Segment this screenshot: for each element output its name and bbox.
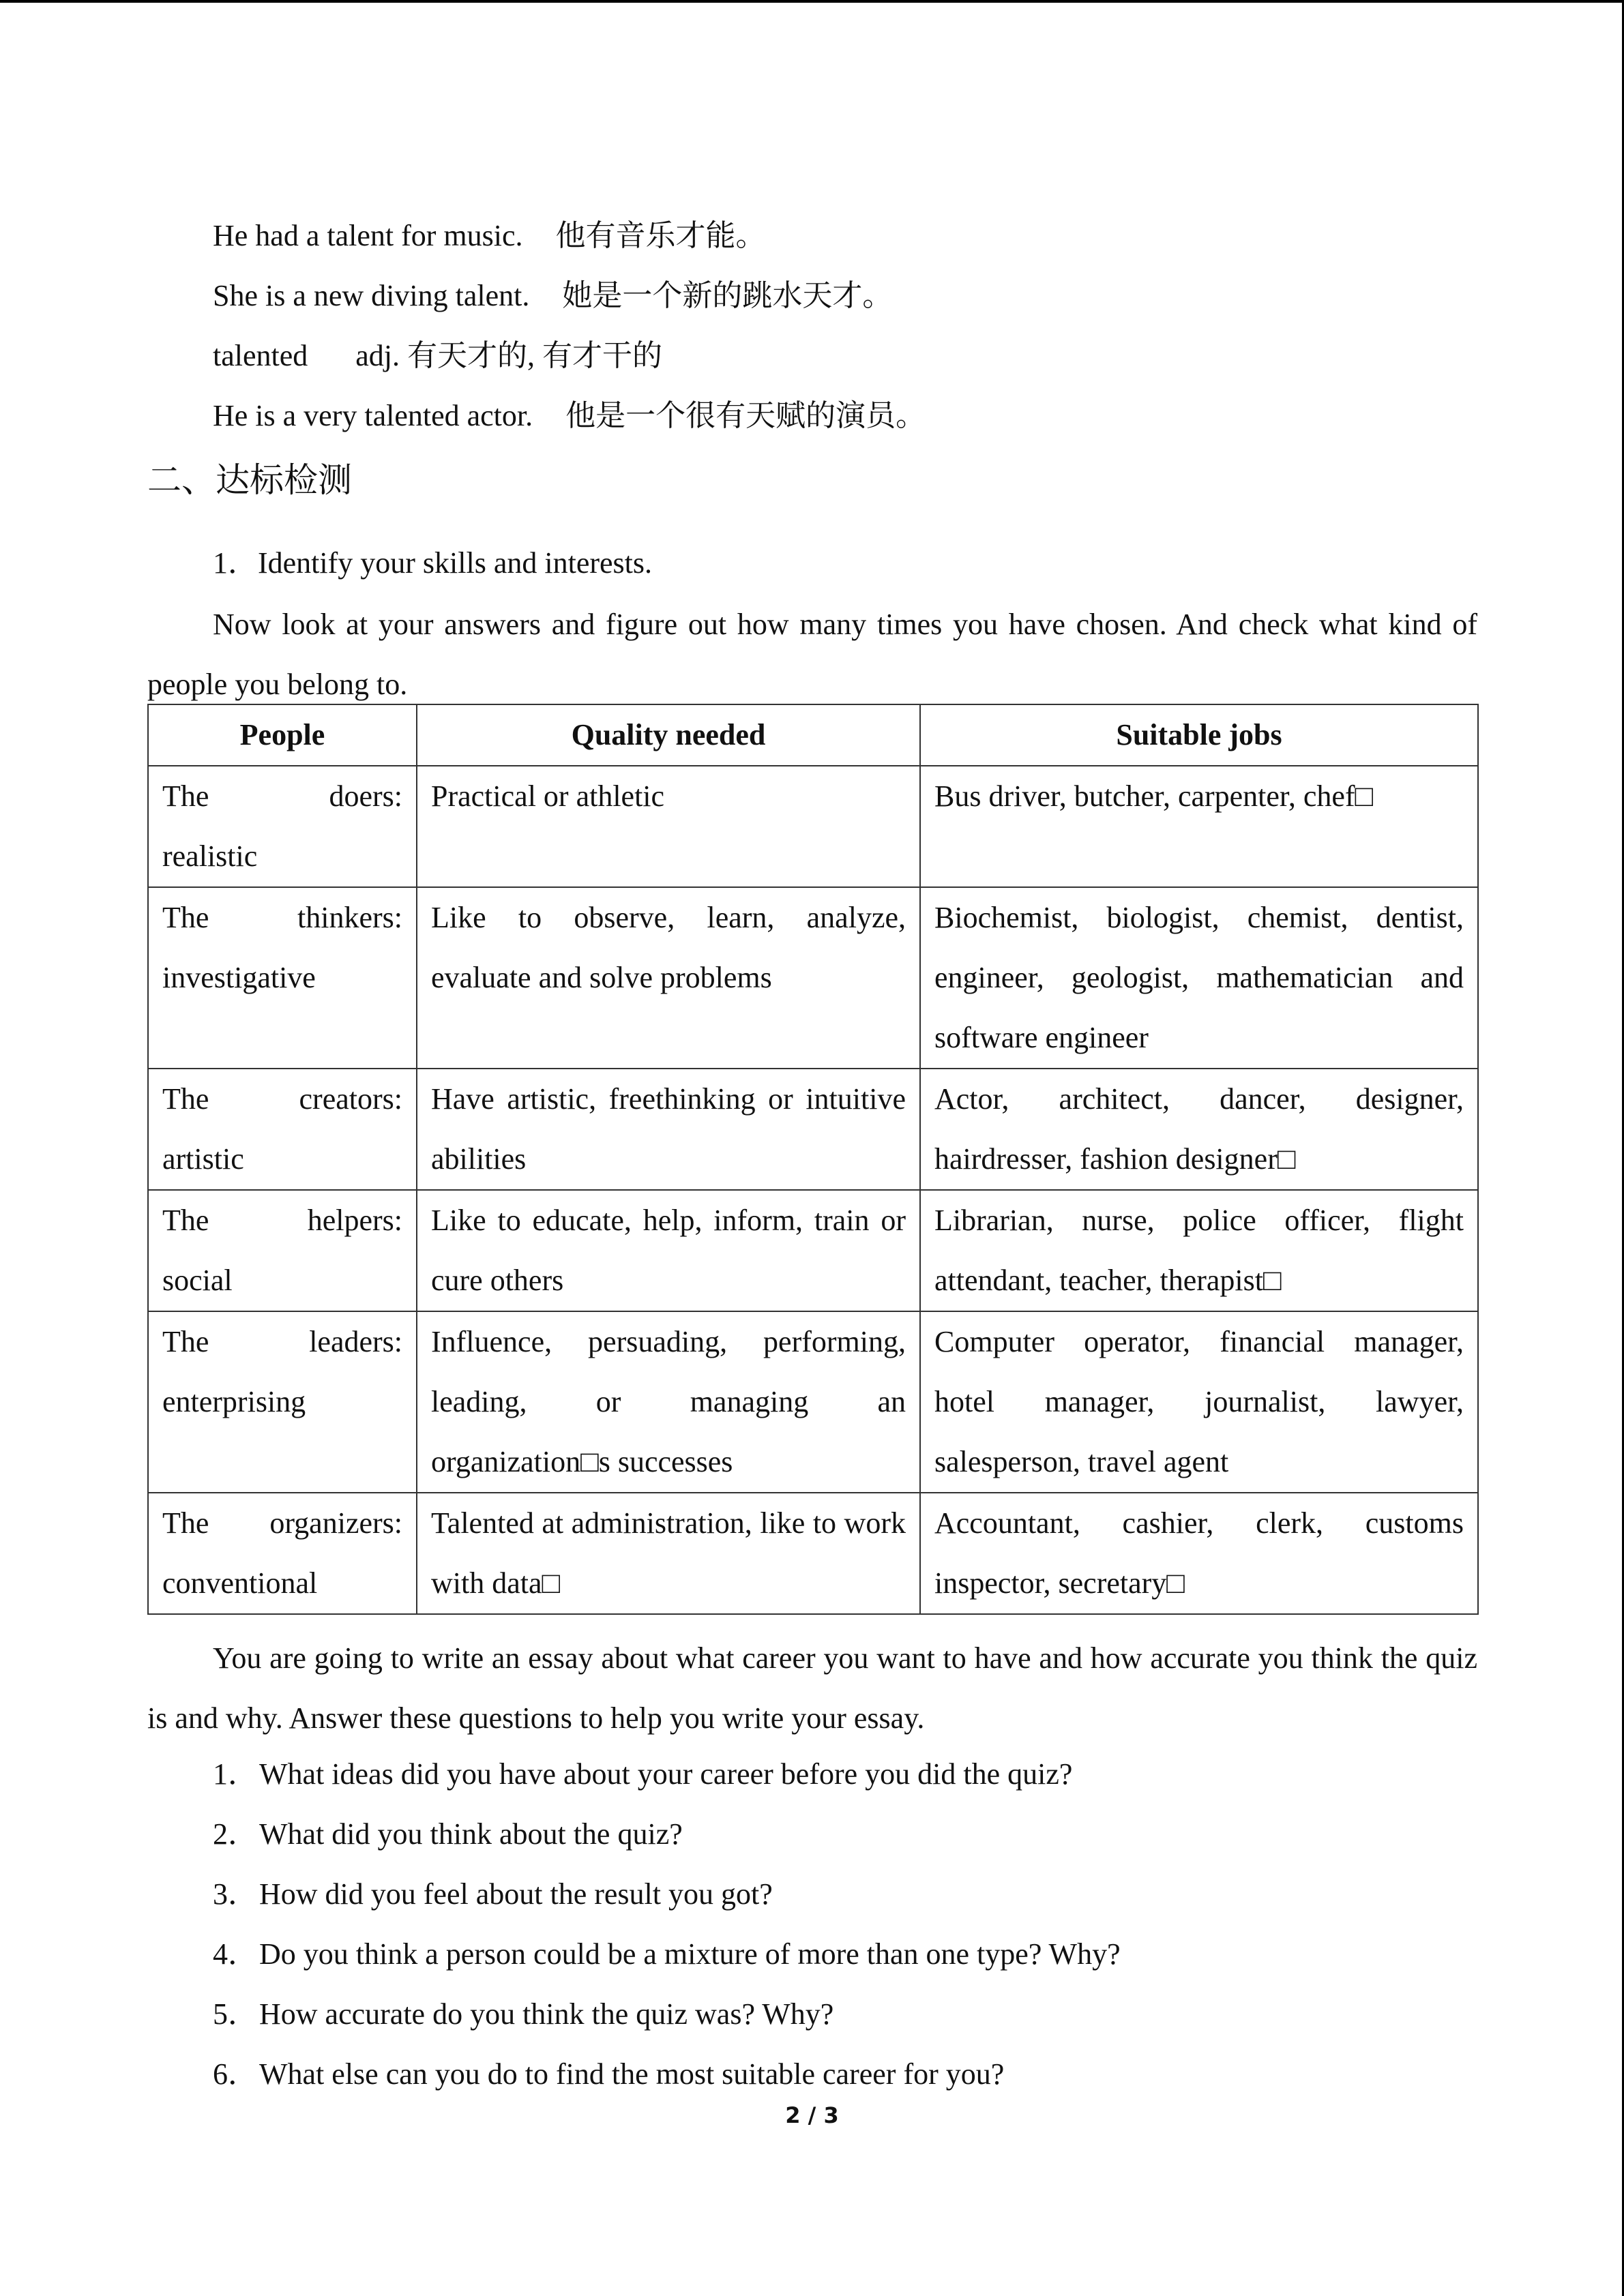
people-the: The: [162, 1204, 209, 1237]
essay-question: [213, 2054, 1004, 2095]
vocab-example-2-en: She is a new diving talent.: [213, 279, 530, 312]
table-row: [148, 1311, 1478, 1493]
people-type: organizers:: [269, 1506, 402, 1540]
essay-question: [213, 1934, 1121, 1975]
people-the: The: [162, 901, 209, 934]
essay-question: [213, 1754, 1072, 1795]
quality-cell: Influence, persuading, performing, leading, or managing an organization□s successes: [417, 1311, 920, 1493]
people-cell: [148, 766, 417, 887]
page-number: 2 / 3: [785, 2102, 839, 2128]
question-text: What ideas did you have about your career before you did the quiz?: [259, 1757, 1073, 1791]
vocab-example-1-en: He had a talent for music.: [213, 219, 523, 252]
people-the: The: [162, 1325, 209, 1358]
task-title-text: Identify your skills and interests.: [258, 546, 653, 580]
essay-question: [213, 1874, 773, 1915]
people-category: investigative: [162, 961, 316, 994]
table-row: [148, 1493, 1478, 1614]
vocab-example-3-zh: 他是一个很有天赋的演员。: [565, 399, 926, 432]
question-number: 5．: [213, 1997, 258, 2031]
header-jobs: Suitable jobs: [920, 704, 1478, 766]
question-text: How accurate do you think the quiz was? Why?: [259, 1997, 834, 2031]
quality-cell: Have artistic, freethinking or intuitive abilities: [417, 1069, 920, 1190]
question-number: 1．: [213, 1757, 258, 1791]
table-row: [148, 1190, 1478, 1311]
table-row: [148, 887, 1478, 1069]
vocab-example-2: [213, 275, 892, 316]
people-the: The: [162, 1082, 209, 1116]
section-heading: 二、达标检测: [147, 461, 352, 499]
task-number: 1．: [213, 546, 258, 580]
people-type: creators:: [299, 1082, 402, 1116]
table-row: [148, 766, 1478, 887]
question-number: 3．: [213, 1877, 258, 1911]
question-text: How did you feel about the result you got?: [259, 1877, 773, 1911]
jobs-cell: Computer operator, financial manager, hotel manager, journalist, lawyer, salesperson, travel agent: [920, 1311, 1478, 1493]
people-cell: [148, 1311, 417, 1493]
people-type: doers:: [329, 779, 402, 813]
people-the: The: [162, 779, 209, 813]
question-number: 4．: [213, 1937, 258, 1971]
question-number: 2．: [213, 1817, 258, 1851]
quality-cell: Like to observe, learn, analyze, evaluate and solve problems: [417, 887, 920, 1069]
people-category: enterprising: [162, 1385, 306, 1418]
jobs-cell: Bus driver, butcher, carpenter, chef□: [920, 766, 1478, 887]
people-the: The: [162, 1506, 209, 1540]
jobs-cell: Biochemist, biologist, chemist, dentist, engineer, geologist, mathematician and software engineer: [920, 887, 1478, 1069]
jobs-cell: Actor, architect, dancer, designer, hairdresser, fashion designer□: [920, 1069, 1478, 1190]
people-type: thinkers:: [297, 901, 402, 934]
quality-cell: Like to educate, help, inform, train or cure others: [417, 1190, 920, 1311]
question-text: What else can you do to find the most suitable career for you?: [259, 2057, 1005, 2091]
vocab-word-entry: [213, 336, 662, 376]
jobs-cell: Librarian, nurse, police officer, flight attendant, teacher, therapist□: [920, 1190, 1478, 1311]
essay-question: [213, 1814, 683, 1855]
question-number: 6．: [213, 2057, 258, 2091]
people-type: helpers:: [307, 1204, 402, 1237]
essay-intro: You are going to write an essay about what career you want to have and how accurate you think the quiz is and why. Answer these questions to help you write your essay.: [147, 1641, 1477, 1735]
vocab-example-3-en: He is a very talented actor.: [213, 399, 533, 432]
table-row: [148, 1069, 1478, 1190]
header-quality: Quality needed: [417, 704, 920, 766]
question-text: What did you think about the quiz?: [259, 1817, 683, 1851]
quality-cell: Talented at administration, like to work with data□: [417, 1493, 920, 1614]
vocab-example-1: [213, 215, 766, 256]
vocab-meaning: 有天才的, 有才干的: [407, 339, 663, 372]
people-cell: [148, 1190, 417, 1311]
people-category: conventional: [162, 1566, 318, 1600]
jobs-cell: Accountant, cashier, clerk, customs inspector, secretary□: [920, 1493, 1478, 1614]
question-text: Do you think a person could be a mixture of more than one type? Why?: [259, 1937, 1121, 1971]
people-type: leaders:: [309, 1325, 402, 1358]
people-cell: [148, 1493, 417, 1614]
vocab-pos: adj.: [355, 339, 400, 372]
people-cell: [148, 1069, 417, 1190]
vocab-word: talented: [213, 339, 308, 372]
people-category: realistic: [162, 839, 258, 873]
quality-cell: Practical or athletic: [417, 766, 920, 887]
header-people: People: [148, 704, 417, 766]
vocab-example-1-zh: 他有音乐才能。: [555, 219, 766, 252]
essay-question: [213, 1994, 833, 2035]
vocab-example-3: [213, 396, 926, 436]
table-header-row: [148, 704, 1478, 766]
vocab-example-2-zh: 她是一个新的跳水天才。: [562, 279, 893, 312]
career-types-table: [147, 704, 1479, 1615]
people-category: social: [162, 1264, 233, 1297]
people-cell: [148, 887, 417, 1069]
task-title: [213, 543, 652, 584]
task-instruction: Now look at your answers and figure out how many times you have chosen. And check what kind of people you belong to.: [147, 608, 1477, 701]
people-category: artistic: [162, 1142, 244, 1176]
page-top-border: [0, 0, 1624, 3]
